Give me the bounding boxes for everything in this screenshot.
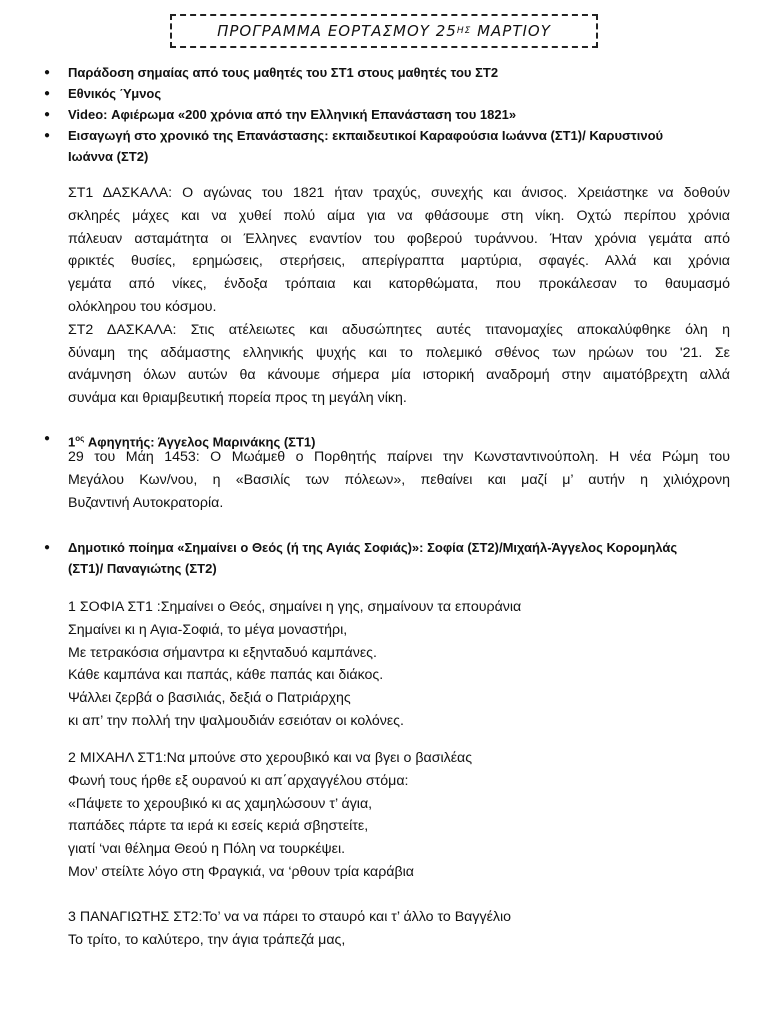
bullet-national-anthem: ● Εθνικός Ύμνος [68,83,728,104]
narrator-line: Βυζαντινή Αυτοκρατορία. [68,494,224,511]
poem-stanza-3 [68,906,728,952]
title-superscript: ΗΣ [456,26,472,36]
poem-line: παπάδες πάρτε τα ιερά κι εσείς κεριά σβηστείτε, [68,818,369,835]
intro-line: δύναμη της αδάμαστης ελληνικής ψυχής και το πολεμικό σθένος των ηρώων του '21. Σε [68,344,730,361]
poem-stanza-1 [68,596,728,733]
intro-line: συνάμα και θριαμβευτική πορεία προς τη μεγάλη νίκη. [68,390,407,407]
poem-line: 1 ΣΟΦΙΑ ΣΤ1 :Σημαίνει ο Θεός, σημαίνει η γης, σημαίνουν τα επουράνια [68,599,522,615]
poem-line: 2 ΜΙΧΑΗΛ ΣΤ1:Να μπούνε στο χερουβικό και να βγει ο βασιλέας [68,750,473,766]
intro-line: ΣΤ2 ΔΑΣΚΑΛΑ: Στις ατέλειωτες και αδυσώπητες αυτές τιτανομαχίες αποκαλύφθηκε όλη η [68,321,730,338]
bullet-video: ● Video: Αφιέρωμα «200 χρόνια από την Ελληνική Επανάσταση του 1821» [68,104,728,125]
narrator-paragraph [68,446,730,514]
intro-line: ολόκληρου του κόσμου. [68,298,217,315]
poem-line: Το τρίτο, το καλύτερο, την άγια τράπεζά μας, [68,931,346,948]
bullet-introduction-line-1: Εισαγωγή στο χρονικό της Επανάστασης: εκπαιδευτικοί Καραφούσια Ιωάννα (ΣΤ1)/ Καρυστινού [68,128,664,143]
intro-line: ανάμνηση όλων αυτών θα κάνουμε σήμερα μία ιστορική αναδρομή στην αιματόβρεχτη αλλά [68,367,730,384]
narrator-line: 29 του Μάη 1453: Ο Μωάμεθ ο Πορθητής παίρνει την Κωνσταντινούπολη. Η νέα Ρώμη του [68,449,730,465]
poem-line: Με τετρακόσια σήμαντρα κι εξηνταδυό καμπάνες. [68,644,377,661]
intro-line: πάλευαν ασταμάτητα οι Έλληνες εναντίον του φοβερού τυράννου. Ήταν χρόνια γεμάτα από [68,230,730,247]
intro-line: γεμάτα από νίκες, ένδοξα τρόπαια και κατορθώματα, που προκάλεσαν το θαυμασμό [68,276,730,293]
bullet-folk-poem [68,537,728,579]
poem-line: Σημαίνει κι η Αγια-Σοφιά, το μέγα μοναστήρι, [68,621,348,638]
title-tail: ΜΑΡΤΙΟΥ [477,22,551,40]
poem-line: Φωνή τους ήρθε εξ ουρανού κι απ΄αρχαγγέλου στόμα: [68,772,409,789]
intro-paragraph [68,182,730,410]
narrator-label: Αφηγητής: Άγγελος Μαρινάκης (ΣΤ1) [87,434,316,450]
poem-line: Μον’ στείλτε λόγο στη Φραγκιά, να ‘ρθουν τρία καράβια [68,863,414,880]
page-title [170,14,598,48]
bullet-introduction [68,125,728,167]
poem-line: Κάθε καμπάνα και παπάς, κάθε παπάς και διάκος. [68,667,384,684]
bullet-introduction-line-2: Ιωάννα (ΣΤ2) [68,149,149,164]
narrator-superscript: ος [75,434,85,443]
poem-line: Ψάλλει ζερβά ο βασιλιάς, δεξιά ο Πατριάρχης [68,690,351,707]
narrator-line: Μεγάλου Κων/νου, η «Βασιλίς των πόλεων», πεθαίνει και μαζί μ’ αυτήν η χιλιόχρονη [68,471,730,488]
narrator-number: 1 [68,434,76,450]
poem-stanza-2 [68,747,728,884]
intro-line: φρικτές θυσίες, ερημώσεις, στερήσεις, απερίγραπτα μαρτύρια, σφαγές. Αλλά και χρόνια [68,253,730,270]
bullet-flag-handover: ● Παράδοση σημαίας από τους μαθητές του ΣΤ1 στους μαθητές του ΣΤ2 [68,62,728,83]
poem-heading-line-1: Δημοτικό ποίημα «Σημαίνει ο Θεός (ή της Αγιάς Σοφιάς)»: Σοφία (ΣΤ2)/Μιχαήλ-Άγγελος Κορομηλάς [68,540,678,555]
poem-line: γιατί ‘ναι θέλημα Θεού η Πόλη να τουρκέψει. [68,841,346,858]
poem-line: κι απ’ την πολλή την ψαλμουδιάν εσειόταν οι κολόνες. [68,712,404,729]
title-main: ΠΡΟΓΡΑΜΜΑ ΕΟΡΤΑΣΜΟΥ 25 [217,22,457,40]
poem-line: «Πάψετε το χερουβικό κι ας χαμηλώσουν τ’ άγια, [68,795,373,812]
poem-line: 3 ΠΑΝΑΓΙΩΤΗΣ ΣΤ2:Το’ να να πάρει το σταυρό και τ’ άλλο το Βαγγέλιο [68,909,512,925]
intro-line: ΣΤ1 ΔΑΣΚΑΛΑ: Ο αγώνας του 1821 ήταν τραχύς, συνεχής και άνισος. Χρειάστηκε να δοθούν [68,185,730,201]
poem-heading-line-2: (ΣΤ1)/ Παναγιώτης (ΣΤ2) [68,561,217,576]
intro-line: σκληρές μάχες και να χυθεί πολύ αίμα για να φθάσουμε στη νίκη. Οχτώ περίπου χρόνια [68,207,730,224]
